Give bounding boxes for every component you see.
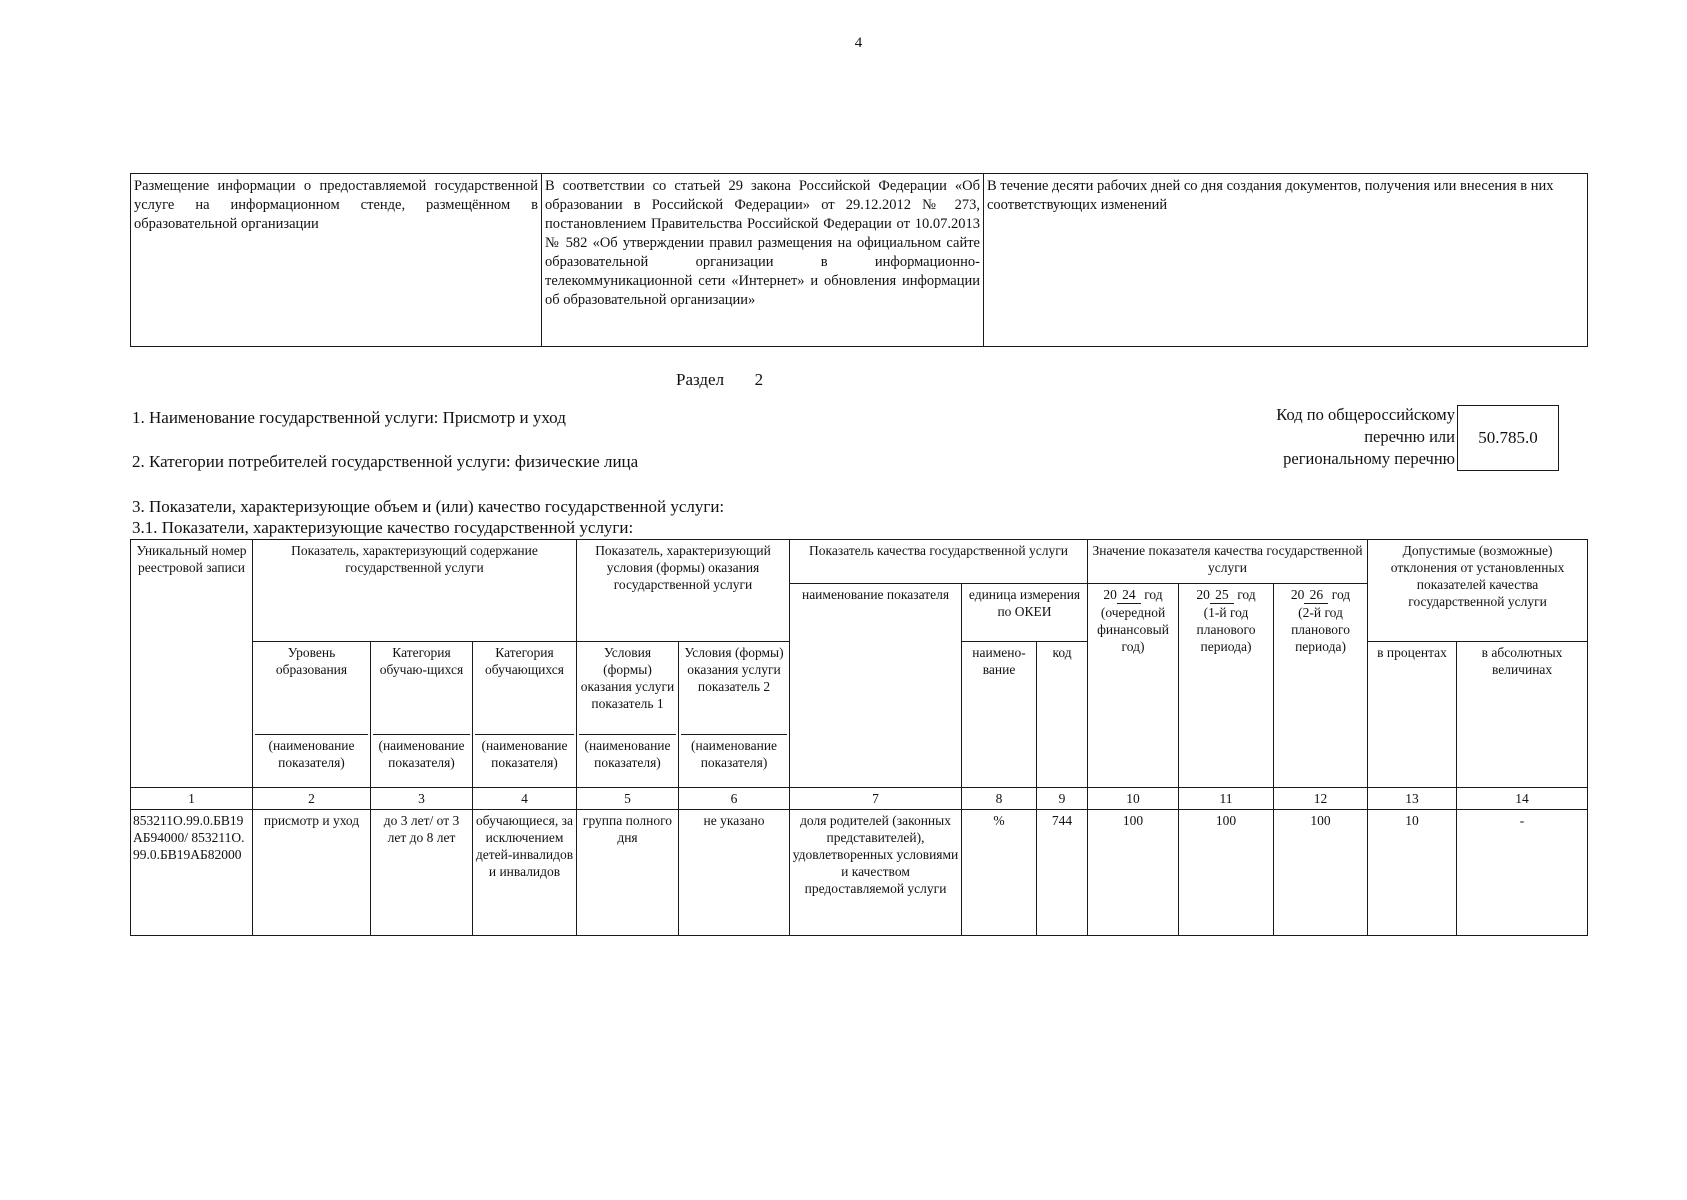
header-registry: Уникальный номер реестровой записи — [131, 540, 253, 788]
page-number: 4 — [854, 35, 863, 51]
section-label: Раздел — [676, 370, 725, 389]
header-indicator-name: наименование показателя — [790, 584, 962, 788]
cell-category-2: обучающиеся, за исключением детей-инвалидов и инвалидов — [473, 810, 577, 936]
quality-heading: 3.1. Показатели, характеризующие качество государственной услуги: — [132, 518, 634, 537]
cell-deviation-percent: 10 — [1368, 810, 1457, 936]
registry-code-label — [1235, 404, 1455, 470]
column-number: 7 — [790, 788, 962, 810]
indicators-heading: 3. Показатели, характеризующие объем и (или) качество государственной услуги: — [132, 497, 725, 516]
column-number: 9 — [1037, 788, 1088, 810]
header-deviation: Допустимые (возможные) отклонения от установленных показателей качества государственной услуги — [1368, 540, 1588, 642]
header-year-1: 20 24 год (очередной финансовый год) — [1088, 584, 1179, 788]
year-1-value: 24 — [1117, 586, 1141, 604]
cell-deviation-absolute: - — [1457, 810, 1588, 936]
column-number: 5 — [577, 788, 679, 810]
header-unit: единица измерения по ОКЕИ — [962, 584, 1088, 642]
section-title — [676, 370, 763, 390]
sub-header-condition-2: Условия (формы) оказания услуги показатель 2 (наименование показателя) — [679, 642, 790, 788]
quality-indicators-table — [130, 539, 1588, 936]
cell-category-1: до 3 лет/ от 3 лет до 8 лет — [371, 810, 473, 936]
header-content: Показатель, характеризующий содержание государственной услуги — [253, 540, 577, 642]
info-table — [130, 173, 1588, 347]
section-number: 2 — [754, 370, 764, 389]
cell-indicator: доля родителей (законных представителей), удовлетворенных условиями и качеством предоставляемой услуги — [790, 810, 962, 936]
year-3-value: 26 — [1304, 586, 1328, 604]
sub-header-unit-code: код — [1037, 642, 1088, 788]
cell-unit-name: % — [962, 810, 1037, 936]
cell-condition-1: группа полного дня — [577, 810, 679, 936]
column-number: 10 — [1088, 788, 1179, 810]
info-cell-subject: Размещение информации о предоставляемой государственной услуге на информационном стенде, размещённом в образовательной организации — [131, 174, 542, 347]
year-2-note: (1-й год планового периода) — [1196, 605, 1256, 654]
cell-registry: 853211О.99.0.БВ19АБ94000/ 853211О.99.0.БВ19АБ82000 — [131, 810, 253, 936]
info-cell-legal-basis: В соответствии со статьей 29 закона Российской Федерации «Об образовании в Российской Федерации» от 29.12.2012 № 273, постановлением Правительства Российской Федерации от 10.07.2013 № 582 «Об утверждении правил размещения на официальном сайте образовательной организации в информационно-телекоммуникационной сети «Интернет» и обновления информации об образовательной организации» — [542, 174, 984, 347]
code-label-line1: Код по общероссийскому — [1276, 405, 1455, 424]
sub-header-percent: в процентах — [1368, 642, 1457, 788]
sub-header-category-2: Категория обучающихся (наименование показателя) — [473, 642, 577, 788]
sub-header-unit-name: наимено-вание — [962, 642, 1037, 788]
column-number: 4 — [473, 788, 577, 810]
year-1-note: (очередной финансовый год) — [1097, 605, 1169, 654]
registry-code-box — [1457, 405, 1559, 471]
cell-value-2: 100 — [1179, 810, 1274, 936]
info-cell-frequency: В течение десяти рабочих дней со дня создания документов, получения или внесения в них соответствующих изменений — [984, 174, 1588, 347]
table-row — [131, 810, 1588, 936]
registry-code-value: 50.785.0 — [1478, 428, 1538, 447]
sub-header-category-1: Категория обучаю-щихся (наименование показателя) — [371, 642, 473, 788]
year-2-value: 25 — [1210, 586, 1234, 604]
column-number: 13 — [1368, 788, 1457, 810]
code-label-line3: региональному перечню — [1283, 449, 1455, 468]
cell-value-1: 100 — [1088, 810, 1179, 936]
cell-value-3: 100 — [1274, 810, 1368, 936]
cell-level: присмотр и уход — [253, 810, 371, 936]
column-number: 12 — [1274, 788, 1368, 810]
column-number: 11 — [1179, 788, 1274, 810]
column-number: 8 — [962, 788, 1037, 810]
cell-unit-code: 744 — [1037, 810, 1088, 936]
column-number: 3 — [371, 788, 473, 810]
header-conditions: Показатель, характеризующий условия (формы) оказания государственной услуги — [577, 540, 790, 642]
service-name: 1. Наименование государственной услуги: Присмотр и уход — [132, 408, 566, 427]
code-label-line2: перечню или — [1364, 427, 1455, 446]
column-number: 6 — [679, 788, 790, 810]
column-number: 1 — [131, 788, 253, 810]
column-number-row — [131, 788, 1588, 810]
sub-header-level: Уровень образования (наименование показателя) — [253, 642, 371, 788]
column-number: 14 — [1457, 788, 1588, 810]
header-value: Значение показателя качества государственной услуги — [1088, 540, 1368, 584]
sub-header-absolute: в абсолютных величинах — [1457, 642, 1588, 788]
header-year-3: 20 26 год (2-й год планового периода) — [1274, 584, 1368, 788]
header-quality: Показатель качества государственной услуги — [790, 540, 1088, 584]
sub-header-condition-1: Условия (формы) оказания услуги показатель 1 (наименование показателя) — [577, 642, 679, 788]
year-3-note: (2-й год планового периода) — [1291, 605, 1350, 654]
header-year-2: 20 25 год (1-й год планового периода) — [1179, 584, 1274, 788]
column-number: 2 — [253, 788, 371, 810]
cell-condition-2: не указано — [679, 810, 790, 936]
consumer-category: 2. Категории потребителей государственной услуги: физические лица — [132, 452, 639, 471]
